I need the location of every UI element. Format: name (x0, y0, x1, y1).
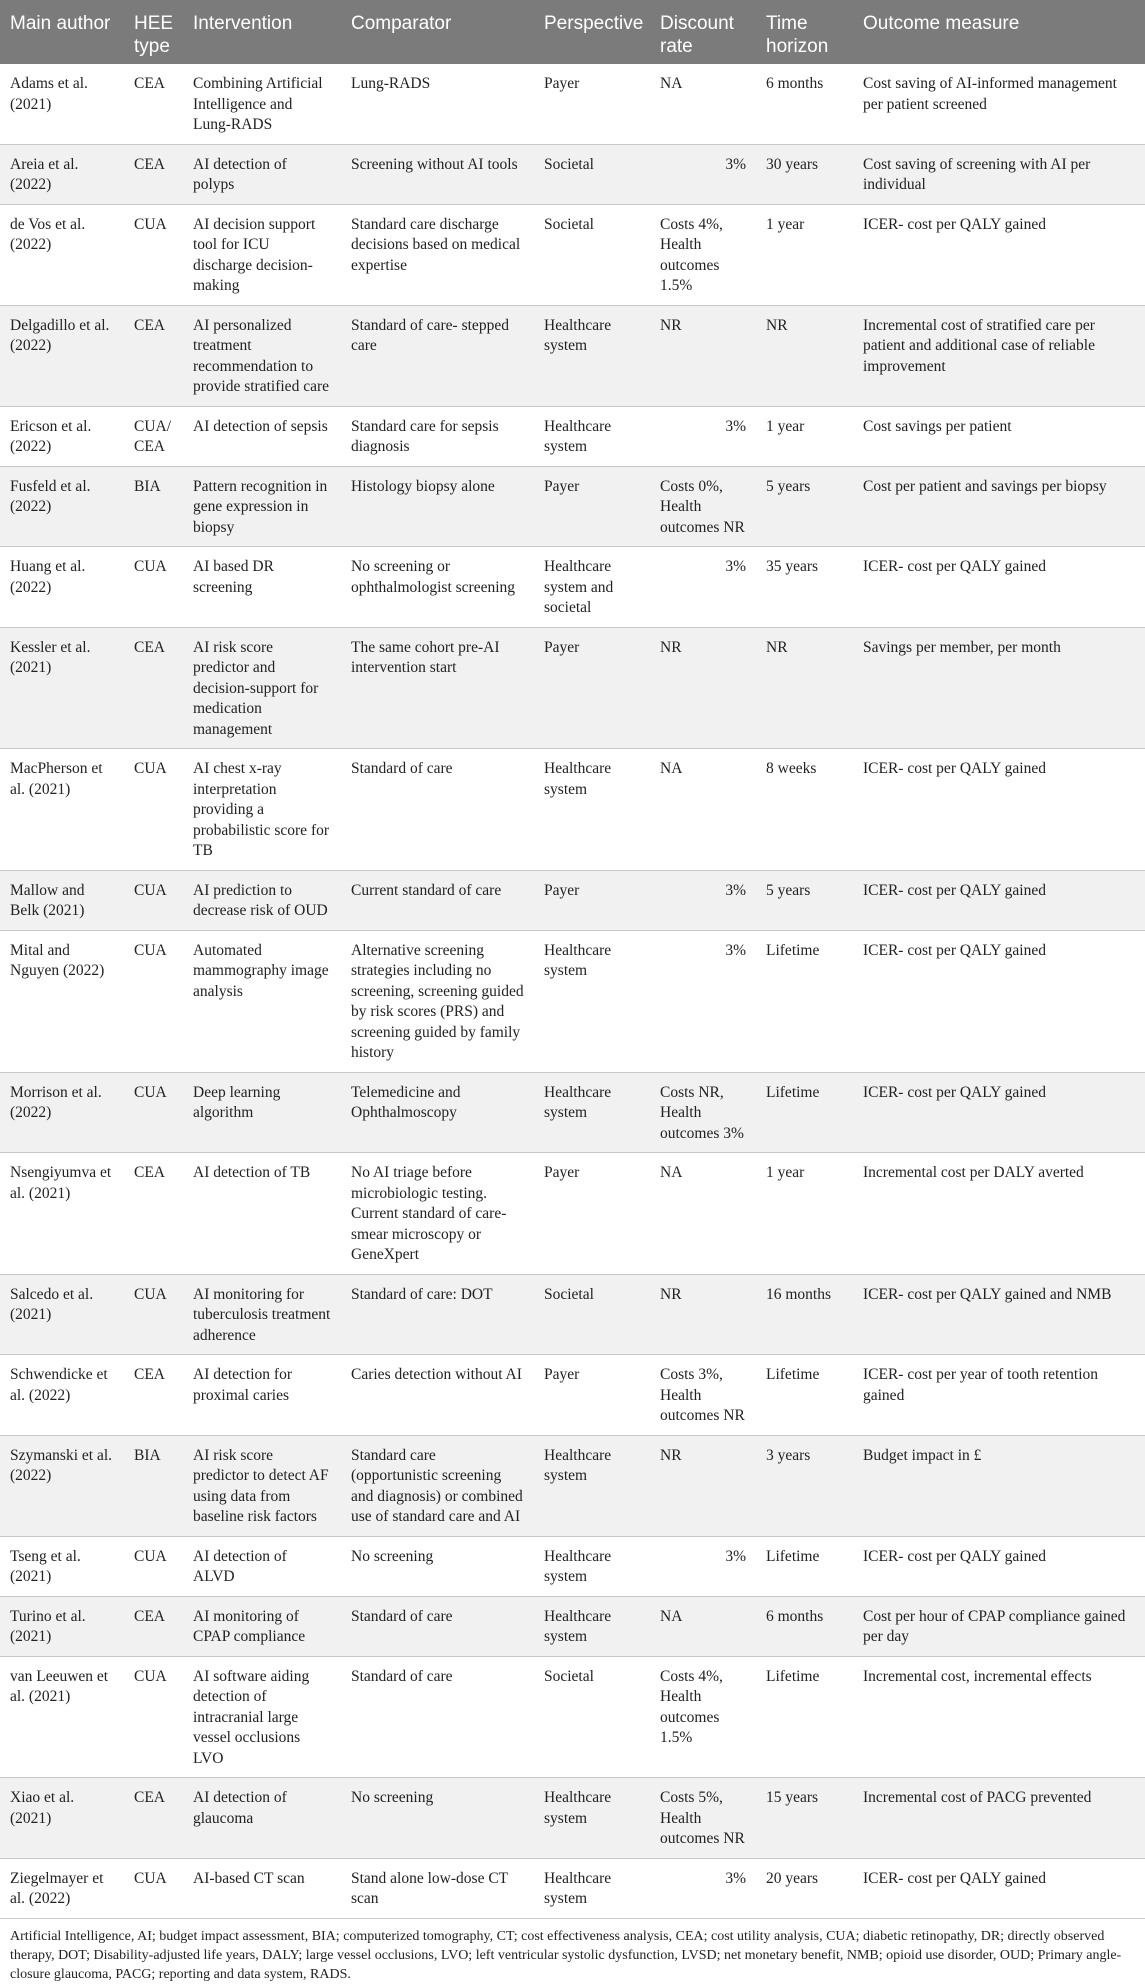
cell-intervention: AI detection of polyps (183, 144, 341, 204)
table-row (0, 1858, 1145, 1918)
cell-perspective: Payer (534, 1355, 650, 1436)
cell-hee-type: CEA (124, 305, 183, 406)
cell-comparator: No screening (341, 1778, 534, 1859)
cell-perspective: Healthcare system (534, 406, 650, 466)
cell-outcome-measure: Budget impact in £ (853, 1435, 1145, 1536)
cell-time-horizon: 30 years (756, 144, 853, 204)
cell-hee-type: CUA (124, 749, 183, 871)
cell-comparator: Standard care (opportunistic screening and diagnosis) or combined use of standard care and AI (341, 1435, 534, 1536)
cell-outcome-measure: ICER- cost per QALY gained (853, 204, 1145, 305)
cell-main-author: Nsengiyumva et al. (2021) (0, 1153, 124, 1275)
cell-perspective: Healthcare system (534, 1596, 650, 1656)
cell-perspective: Healthcare system (534, 930, 650, 1072)
header-perspective: Perspective (534, 0, 650, 64)
cell-comparator: Standard of care (341, 1656, 534, 1778)
table-row (0, 64, 1145, 144)
cell-hee-type: CUA (124, 870, 183, 930)
cell-main-author: Morrison et al. (2022) (0, 1072, 124, 1153)
cell-intervention: AI software aiding detection of intracranial large vessel occlusions LVO (183, 1656, 341, 1778)
cell-perspective: Payer (534, 466, 650, 547)
cell-discount-rate: Costs 4%, Health outcomes 1.5% (650, 1656, 756, 1778)
cell-main-author: Fusfeld et al. (2022) (0, 466, 124, 547)
cell-comparator: Lung-RADS (341, 64, 534, 144)
cell-time-horizon: Lifetime (756, 1536, 853, 1596)
cell-perspective: Payer (534, 627, 650, 749)
cell-time-horizon: Lifetime (756, 1355, 853, 1436)
cell-discount-rate: Costs 3%, Health outcomes NR (650, 1355, 756, 1436)
cell-time-horizon: NR (756, 627, 853, 749)
cell-comparator: Caries detection without AI (341, 1355, 534, 1436)
cell-hee-type: CUA (124, 1536, 183, 1596)
cell-main-author: Turino et al. (2021) (0, 1596, 124, 1656)
cell-discount-rate: 3% (650, 870, 756, 930)
cell-comparator: Alternative screening strategies including no screening, screening guided by risk scores (PRS) and screening guided by family history (341, 930, 534, 1072)
cell-comparator: No screening (341, 1536, 534, 1596)
header-main-author: Main author (0, 0, 124, 64)
header-discount-rate: Discount rate (650, 0, 756, 64)
cell-outcome-measure: Incremental cost of PACG prevented (853, 1778, 1145, 1859)
cell-discount-rate: 3% (650, 406, 756, 466)
cell-hee-type: CEA (124, 1153, 183, 1275)
cell-discount-rate: NR (650, 1274, 756, 1355)
cell-hee-type: BIA (124, 466, 183, 547)
cell-main-author: van Leeuwen et al. (2021) (0, 1656, 124, 1778)
cell-discount-rate: 3% (650, 1536, 756, 1596)
table-row (0, 466, 1145, 547)
table-row (0, 627, 1145, 749)
table-row (0, 870, 1145, 930)
cell-comparator: The same cohort pre-AI intervention start (341, 627, 534, 749)
cell-discount-rate: Costs 5%, Health outcomes NR (650, 1778, 756, 1859)
cell-discount-rate: NR (650, 305, 756, 406)
cell-outcome-measure: ICER- cost per QALY gained (853, 1536, 1145, 1596)
table-row (0, 305, 1145, 406)
cell-comparator: Standard of care- stepped care (341, 305, 534, 406)
cell-perspective: Payer (534, 1153, 650, 1275)
table-body (0, 64, 1145, 1918)
cell-comparator: No AI triage before microbiologic testing. Current standard of care- smear microscopy or GeneXpert (341, 1153, 534, 1275)
cell-discount-rate: 3% (650, 144, 756, 204)
table-row (0, 406, 1145, 466)
cell-time-horizon: 5 years (756, 466, 853, 547)
cell-outcome-measure: Savings per member, per month (853, 627, 1145, 749)
header-hee-type: HEE type (124, 0, 183, 64)
cell-outcome-measure: Cost saving of screening with AI per individual (853, 144, 1145, 204)
cell-intervention: AI monitoring of CPAP compliance (183, 1596, 341, 1656)
cell-intervention: AI detection for proximal caries (183, 1355, 341, 1436)
cell-discount-rate: NR (650, 1435, 756, 1536)
cell-main-author: Adams et al. (2021) (0, 64, 124, 144)
cell-hee-type: CEA (124, 1596, 183, 1656)
cell-outcome-measure: ICER- cost per QALY gained (853, 870, 1145, 930)
table-row (0, 547, 1145, 628)
cell-time-horizon: 16 months (756, 1274, 853, 1355)
cell-intervention: AI decision support tool for ICU discharge decision-making (183, 204, 341, 305)
cell-time-horizon: 35 years (756, 547, 853, 628)
cell-time-horizon: Lifetime (756, 930, 853, 1072)
cell-intervention: AI prediction to decrease risk of OUD (183, 870, 341, 930)
cell-main-author: Tseng et al. (2021) (0, 1536, 124, 1596)
table-row (0, 1778, 1145, 1859)
cell-intervention: Combining Artificial Intelligence and Lung-RADS (183, 64, 341, 144)
cell-outcome-measure: Cost saving of AI-informed management per patient screened (853, 64, 1145, 144)
cell-time-horizon: 1 year (756, 1153, 853, 1275)
cell-intervention: AI-based CT scan (183, 1858, 341, 1918)
cell-time-horizon: 8 weeks (756, 749, 853, 871)
cell-comparator: Telemedicine and Ophthalmoscopy (341, 1072, 534, 1153)
cell-discount-rate: 3% (650, 1858, 756, 1918)
cell-main-author: Ericson et al. (2022) (0, 406, 124, 466)
table-row (0, 1435, 1145, 1536)
cell-outcome-measure: Cost per patient and savings per biopsy (853, 466, 1145, 547)
cell-main-author: de Vos et al. (2022) (0, 204, 124, 305)
header-row (0, 0, 1145, 64)
cell-outcome-measure: Cost per hour of CPAP compliance gained per day (853, 1596, 1145, 1656)
cell-outcome-measure: Incremental cost of stratified care per patient and additional case of reliable improvement (853, 305, 1145, 406)
cell-discount-rate: NA (650, 749, 756, 871)
cell-time-horizon: 6 months (756, 1596, 853, 1656)
cell-hee-type: CEA (124, 1778, 183, 1859)
table-row (0, 1072, 1145, 1153)
cell-outcome-measure: ICER- cost per QALY gained (853, 930, 1145, 1072)
cell-discount-rate: NA (650, 1153, 756, 1275)
cell-comparator: Standard of care (341, 1596, 534, 1656)
cell-outcome-measure: ICER- cost per QALY gained (853, 1858, 1145, 1918)
cell-main-author: Ziegelmayer et al. (2022) (0, 1858, 124, 1918)
cell-hee-type: CUA (124, 1072, 183, 1153)
cell-comparator: Standard care for sepsis diagnosis (341, 406, 534, 466)
table-row (0, 1153, 1145, 1275)
header-outcome-measure: Outcome measure (853, 0, 1145, 64)
cell-perspective: Healthcare system (534, 1435, 650, 1536)
cell-perspective: Healthcare system and societal (534, 547, 650, 628)
cell-hee-type: CUA (124, 1656, 183, 1778)
cell-hee-type: CUA (124, 1858, 183, 1918)
cell-hee-type: CUA (124, 204, 183, 305)
header-time-horizon: Time horizon (756, 0, 853, 64)
header-comparator: Comparator (341, 0, 534, 64)
cell-discount-rate: Costs 4%, Health outcomes 1.5% (650, 204, 756, 305)
table-row (0, 1596, 1145, 1656)
cell-discount-rate: 3% (650, 547, 756, 628)
cell-hee-type: CEA (124, 1355, 183, 1436)
cell-hee-type: CEA (124, 64, 183, 144)
cell-intervention: AI detection of sepsis (183, 406, 341, 466)
cell-comparator: Histology biopsy alone (341, 466, 534, 547)
cell-discount-rate: 3% (650, 930, 756, 1072)
cell-time-horizon: 1 year (756, 204, 853, 305)
cell-discount-rate: NA (650, 64, 756, 144)
cell-time-horizon: 6 months (756, 64, 853, 144)
header-intervention: Intervention (183, 0, 341, 64)
cell-main-author: Mallow and Belk (2021) (0, 870, 124, 930)
cell-perspective: Healthcare system (534, 305, 650, 406)
cell-outcome-measure: Incremental cost per DALY averted (853, 1153, 1145, 1275)
cell-comparator: Stand alone low-dose CT scan (341, 1858, 534, 1918)
cell-outcome-measure: ICER- cost per QALY gained and NMB (853, 1274, 1145, 1355)
cell-outcome-measure: ICER- cost per QALY gained (853, 1072, 1145, 1153)
cell-time-horizon: 1 year (756, 406, 853, 466)
cell-time-horizon: 5 years (756, 870, 853, 930)
cell-main-author: Mital and Nguyen (2022) (0, 930, 124, 1072)
cell-main-author: Schwendicke et al. (2022) (0, 1355, 124, 1436)
table-row (0, 1355, 1145, 1436)
cell-discount-rate: Costs NR, Health outcomes 3% (650, 1072, 756, 1153)
cell-perspective: Healthcare system (534, 1778, 650, 1859)
cell-intervention: AI based DR screening (183, 547, 341, 628)
cell-main-author: Huang et al. (2022) (0, 547, 124, 628)
cell-hee-type: CUA (124, 1274, 183, 1355)
cell-comparator: Standard of care (341, 749, 534, 871)
cell-comparator: No screening or ophthalmologist screening (341, 547, 534, 628)
table-row (0, 204, 1145, 305)
cell-time-horizon: Lifetime (756, 1072, 853, 1153)
cell-intervention: AI detection of glaucoma (183, 1778, 341, 1859)
cell-discount-rate: NA (650, 1596, 756, 1656)
table-footnote: Artificial Intelligence, AI; budget impact assessment, BIA; computerized tomography, CT; cost effectiveness analysis, CEA; cost utility analysis, CUA; diabetic retinopathy, DR; directly observed therapy, DOT; Disability-adjusted life years, DALY; large vessel occlusions, LVO; left ventricular systolic dysfunction, LVSD; net monetary benefit, NMB; opioid use disorder, OUD; Primary angle-closure glaucoma, PACG; reporting and data system, RADS. (10, 1928, 1122, 1982)
cell-intervention: AI risk score predictor and decision-support for medication management (183, 627, 341, 749)
cell-intervention: Deep learning algorithm (183, 1072, 341, 1153)
cell-hee-type: CUA (124, 547, 183, 628)
cell-hee-type: CUA/ CEA (124, 406, 183, 466)
cell-perspective: Healthcare system (534, 1072, 650, 1153)
cell-comparator: Screening without AI tools (341, 144, 534, 204)
cell-time-horizon: Lifetime (756, 1656, 853, 1778)
cell-main-author: Areia et al. (2022) (0, 144, 124, 204)
cell-intervention: Pattern recognition in gene expression in biopsy (183, 466, 341, 547)
cell-comparator: Current standard of care (341, 870, 534, 930)
cell-discount-rate: Costs 0%, Health outcomes NR (650, 466, 756, 547)
table-row (0, 749, 1145, 871)
cell-time-horizon: NR (756, 305, 853, 406)
cell-intervention: AI risk score predictor to detect AF using data from baseline risk factors (183, 1435, 341, 1536)
cell-intervention: AI detection of TB (183, 1153, 341, 1275)
cell-perspective: Healthcare system (534, 749, 650, 871)
cell-outcome-measure: ICER- cost per year of tooth retention gained (853, 1355, 1145, 1436)
table-row (0, 1656, 1145, 1778)
cell-intervention: Automated mammography image analysis (183, 930, 341, 1072)
cell-perspective: Payer (534, 870, 650, 930)
cell-comparator: Standard of care: DOT (341, 1274, 534, 1355)
table-row (0, 144, 1145, 204)
cell-intervention: AI chest x-ray interpretation providing a probabilistic score for TB (183, 749, 341, 871)
cell-hee-type: BIA (124, 1435, 183, 1536)
cell-time-horizon: 3 years (756, 1435, 853, 1536)
cell-intervention: AI monitoring for tuberculosis treatment adherence (183, 1274, 341, 1355)
cell-perspective: Societal (534, 1274, 650, 1355)
cell-hee-type: CEA (124, 627, 183, 749)
cell-perspective: Payer (534, 64, 650, 144)
cell-perspective: Healthcare system (534, 1536, 650, 1596)
cell-main-author: Delgadillo et al. (2022) (0, 305, 124, 406)
cell-outcome-measure: ICER- cost per QALY gained (853, 749, 1145, 871)
cell-comparator: Standard care discharge decisions based on medical expertise (341, 204, 534, 305)
cell-perspective: Healthcare system (534, 1858, 650, 1918)
cell-main-author: Szymanski et al. (2022) (0, 1435, 124, 1536)
cell-perspective: Societal (534, 144, 650, 204)
cell-main-author: Kessler et al. (2021) (0, 627, 124, 749)
cell-time-horizon: 15 years (756, 1778, 853, 1859)
cell-intervention: AI detection of ALVD (183, 1536, 341, 1596)
table-row (0, 1536, 1145, 1596)
cell-discount-rate: NR (650, 627, 756, 749)
cell-outcome-measure: ICER- cost per QALY gained (853, 547, 1145, 628)
cell-main-author: Salcedo et al. (2021) (0, 1274, 124, 1355)
cell-time-horizon: 20 years (756, 1858, 853, 1918)
cell-hee-type: CEA (124, 144, 183, 204)
cell-main-author: Xiao et al. (2021) (0, 1778, 124, 1859)
cell-perspective: Societal (534, 1656, 650, 1778)
cell-hee-type: CUA (124, 930, 183, 1072)
cell-main-author: MacPherson et al. (2021) (0, 749, 124, 871)
cell-perspective: Societal (534, 204, 650, 305)
table-row (0, 930, 1145, 1072)
table-row (0, 1274, 1145, 1355)
cell-outcome-measure: Cost savings per patient (853, 406, 1145, 466)
cell-outcome-measure: Incremental cost, incremental effects (853, 1656, 1145, 1778)
cell-intervention: AI personalized treatment recommendation to provide stratified care (183, 305, 341, 406)
